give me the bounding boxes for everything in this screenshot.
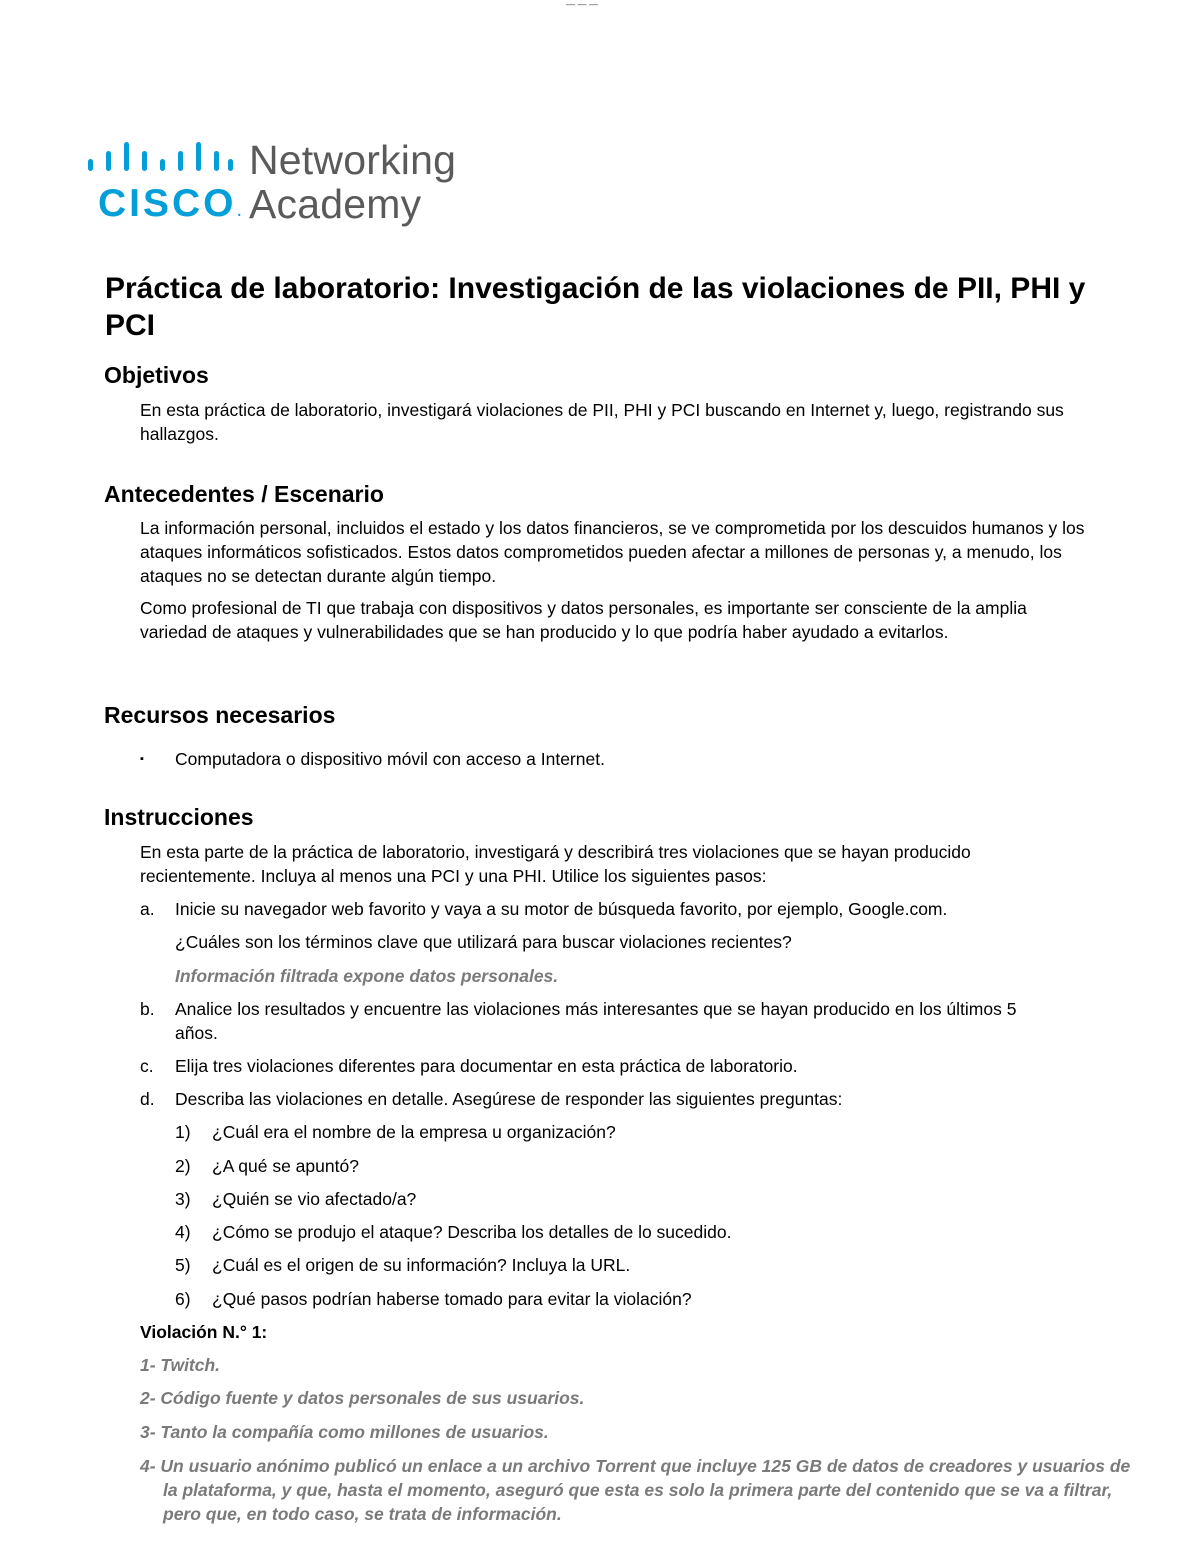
cisco-bars-icon <box>86 142 236 178</box>
question-text: ¿Quién se vio afectado/a? <box>212 1189 417 1209</box>
page-title: Práctica de laboratorio: Investigación de las violaciones de PII, PHI y PCI <box>105 272 1086 342</box>
section-heading-antecedentes: Antecedentes / Escenario <box>104 481 384 507</box>
cisco-networking-academy-logo <box>86 137 466 228</box>
bullet-icon: ▪ <box>140 753 144 765</box>
question-number: 5) <box>175 1255 191 1275</box>
section-heading-recursos: Recursos necesarios <box>104 702 336 728</box>
step-d-label: d. <box>140 1089 155 1109</box>
question-text: ¿Cuál era el nombre de la empresa u organización? <box>212 1122 616 1142</box>
question-number: 6) <box>175 1289 191 1309</box>
step-a-label: a. <box>140 899 155 919</box>
violacion-answer: 2- Código fuente y datos personales de sus usuarios. <box>140 1388 585 1408</box>
question-text: ¿Cuál es el origen de su información? Incluya la URL. <box>212 1255 631 1275</box>
product-name: Networking Academy <box>249 137 457 227</box>
step-a-answer: Información filtrada expone datos personales. <box>175 966 559 986</box>
question-number: 4) <box>175 1222 191 1242</box>
page-header-mark: — — — <box>566 0 599 9</box>
question-text: ¿Cómo se produjo el ataque? Describa los detalles de lo sucedido. <box>212 1222 732 1242</box>
step-a-text: Inicie su navegador web favorito y vaya a su motor de búsqueda favorito, por ejemplo, Google.com. <box>175 899 948 919</box>
step-c-text: Elija tres violaciones diferentes para documentar en esta práctica de laboratorio. <box>175 1056 798 1076</box>
step-b-label: b. <box>140 999 155 1019</box>
question-text: ¿Qué pasos podrían haberse tomado para evitar la violación? <box>212 1289 692 1309</box>
recursos-item: Computadora o dispositivo móvil con acceso a Internet. <box>175 749 605 769</box>
section-heading-instrucciones: Instrucciones <box>104 804 254 830</box>
question-text: ¿A qué se apuntó? <box>212 1156 359 1176</box>
antecedentes-paragraph-1: La información personal, incluidos el estado y los datos financieros, se ve comprometida por los descuidos humanos y los ataques informáticos sofisticados. Estos datos comprometidos pueden afectar a millones de personas y, a menudo, los ataques no se detectan durante algún tiempo. <box>140 518 1085 586</box>
step-b-text: Analice los resultados y encuentre las violaciones más interesantes que se hayan producido en los últimos 5 años. <box>175 999 1017 1043</box>
question-number: 3) <box>175 1189 191 1209</box>
instrucciones-intro: En esta parte de la práctica de laboratorio, investigará y describirá tres violaciones que se hayan producido recientemente. Incluya al menos una PCI y una PHI. Utilice los siguientes pasos: <box>140 842 971 886</box>
cisco-wordmark: CISCO. <box>98 182 243 225</box>
step-a-question: ¿Cuáles son los términos clave que utilizará para buscar violaciones recientes? <box>175 932 792 952</box>
violacion-answer: 4- Un usuario anónimo publicó un enlace a un archivo Torrent que incluye 125 GB de datos de creadores y usuarios de la plataforma, y que, hasta el momento, aseguró que esta es solo la primera parte del contenido que se va a filtrar, pero que, en todo caso, se trata de información. <box>140 1456 1131 1524</box>
violacion-answer: 1- Twitch. <box>140 1355 221 1375</box>
question-number: 1) <box>175 1122 191 1142</box>
violacion-answer: 3- Tanto la compañía como millones de usuarios. <box>140 1422 549 1442</box>
question-number: 2) <box>175 1156 191 1176</box>
step-d-text: Describa las violaciones en detalle. Asegúrese de responder las siguientes preguntas: <box>175 1089 843 1109</box>
violacion-1-label: Violación N.° 1: <box>140 1322 268 1342</box>
section-heading-objetivos: Objetivos <box>104 362 209 388</box>
step-c-label: c. <box>140 1056 154 1076</box>
objetivos-text: En esta práctica de laboratorio, investigará violaciones de PII, PHI y PCI buscando en Internet y, luego, registrando sus hallazgos. <box>140 400 1064 444</box>
antecedentes-paragraph-2: Como profesional de TI que trabaja con dispositivos y datos personales, es importante ser consciente de la amplia variedad de ataques y vulnerabilidades que se han producido y lo que podría haber ayudado a evitarlos. <box>140 598 1027 642</box>
